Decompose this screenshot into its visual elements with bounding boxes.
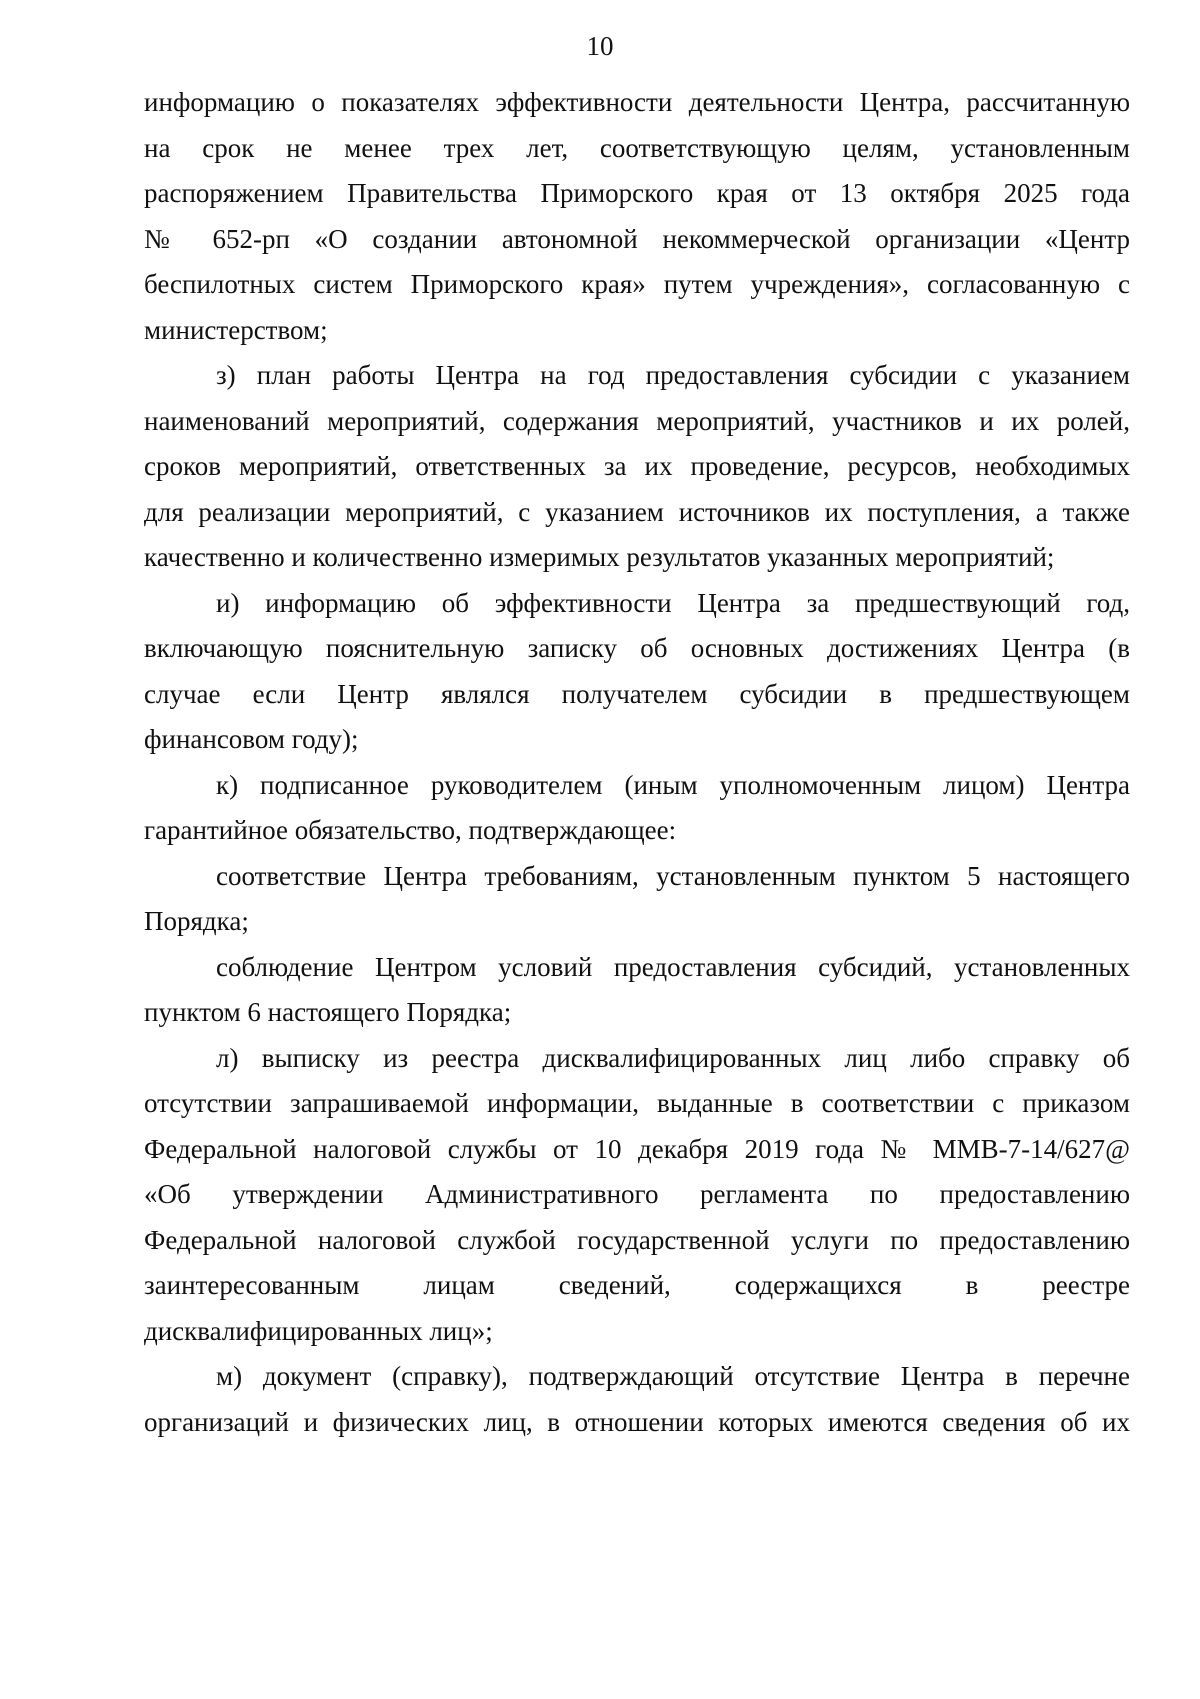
text-line: сроков мероприятий, ответственных за их проведение, ресурсов, необходимых — [144, 451, 1130, 481]
paragraph-efficiency-info — [144, 80, 1130, 353]
text-line: распоряжением Правительства Приморского края от 13 октября 2025 года — [144, 178, 1130, 208]
text-line: соответствие Центра требованиям, установленным пунктом 5 настоящего — [216, 860, 1130, 891]
text-line: Федеральной налоговой службы от 10 декабря 2019 года № ММВ-7-14/627@ — [144, 1133, 1130, 1164]
text-line: л) выписку из реестра дисквалифицированных лиц либо справку об — [216, 1042, 1130, 1073]
text-line: для реализации мероприятий, с указанием источников их поступления, а также — [144, 496, 1130, 527]
text-line: м) документ (справку), подтверждающий отсутствие Центра в перечне — [216, 1361, 1130, 1391]
text-line: финансовом году); — [144, 724, 359, 754]
document-body — [144, 80, 1130, 1445]
paragraph-conditions — [144, 945, 1130, 1036]
paragraph-item-l — [144, 1036, 1130, 1355]
text-line: информацию о показателях эффективности деятельности Центра, рассчитанную — [144, 87, 1130, 117]
text-line: на срок не менее трех лет, соответствующую целям, установленным — [144, 132, 1130, 163]
text-line: качественно и количественно измеримых результатов указанных мероприятий; — [144, 542, 1055, 572]
paragraph-item-z — [144, 353, 1130, 581]
page-number: 10 — [586, 31, 614, 61]
text-line: гарантийное обязательство, подтверждающее: — [144, 815, 677, 845]
text-line: министерством; — [144, 314, 328, 345]
text-line: Порядка; — [144, 906, 249, 936]
text-line: случае если Центр являлся получателем субсидии в предшествующем — [144, 678, 1130, 709]
text-line: и) информацию об эффективности Центра за предшествующий год, — [216, 587, 1130, 618]
paragraph-item-i — [144, 581, 1130, 763]
text-line: дисквалифицированных лиц»; — [144, 1315, 493, 1346]
text-line: организаций и физических лиц, в отношении которых имеются сведения об их — [144, 1406, 1130, 1437]
text-line: пунктом 6 настоящего Порядка; — [144, 997, 512, 1027]
text-line: наименований мероприятий, содержания мероприятий, участников и их ролей, — [144, 405, 1130, 436]
text-line: включающую пояснительную записку об основных достижениях Центра (в — [144, 633, 1130, 663]
text-line: Федеральной налоговой службой государственной услуги по предоставлению — [144, 1224, 1130, 1255]
paragraph-compliance — [144, 854, 1130, 945]
text-line: беспилотных систем Приморского края» путем учреждения», согласованную с — [144, 269, 1130, 299]
text-line: к) подписанное руководителем (иным уполномоченным лицом) Центра — [216, 769, 1130, 800]
text-line: № 652-рп «О создании автономной некоммерческой организации «Центр — [144, 223, 1130, 254]
text-line: отсутствии запрашиваемой информации, выданные в соответствии с приказом — [144, 1088, 1130, 1118]
text-line: з) план работы Центра на год предоставления субсидии с указанием — [216, 360, 1130, 390]
text-line: соблюдение Центром условий предоставления субсидий, установленных — [216, 951, 1130, 982]
text-line: «Об утверждении Административного регламента по предоставлению — [144, 1179, 1130, 1209]
paragraph-item-k — [144, 763, 1130, 854]
paragraph-item-m — [144, 1354, 1130, 1445]
text-line: заинтересованным лицам сведений, содержащихся в реестре — [144, 1270, 1130, 1300]
